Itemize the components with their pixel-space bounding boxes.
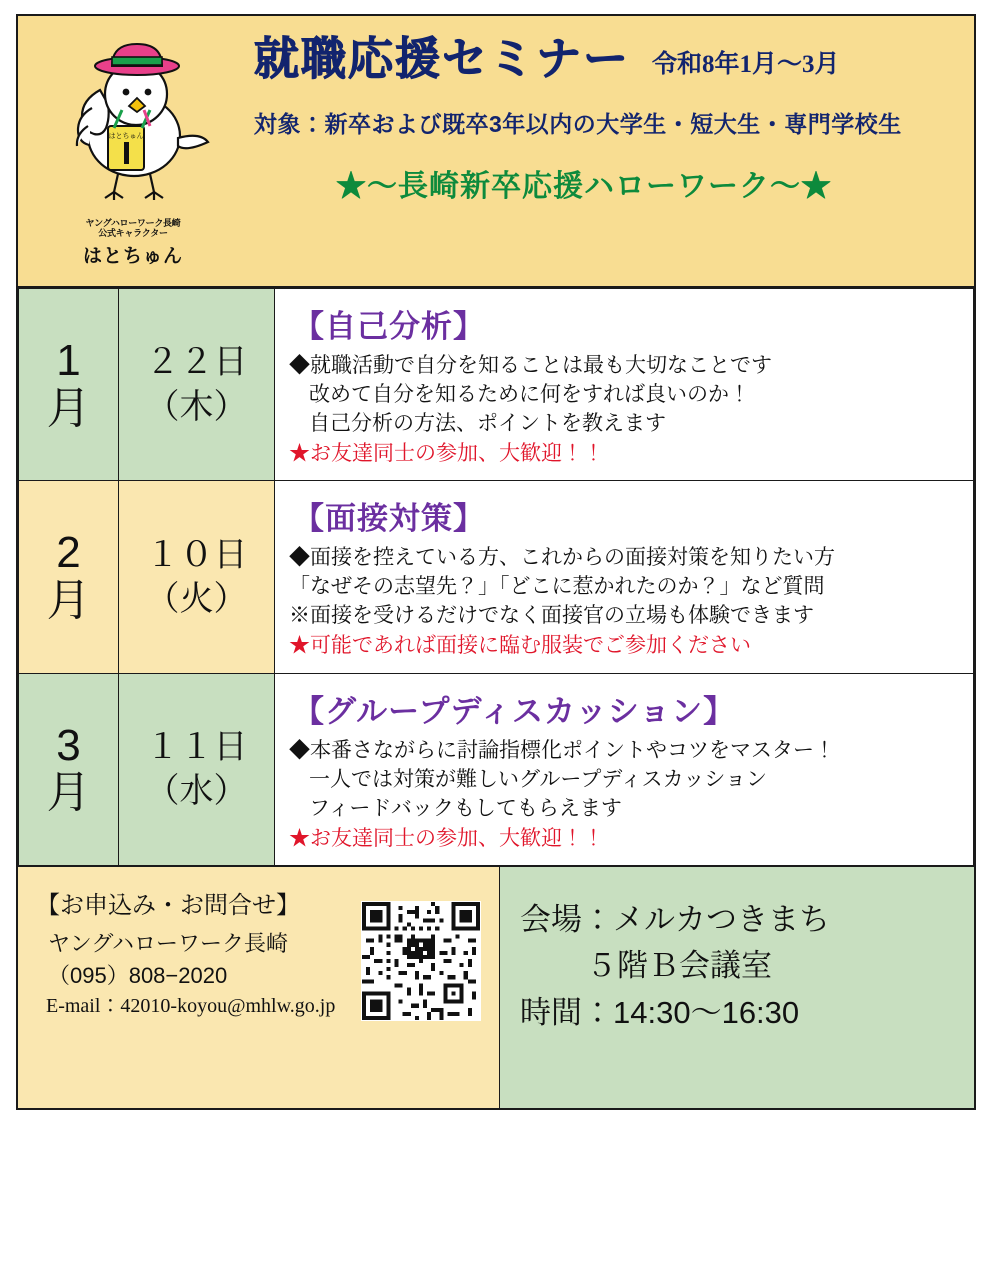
contact-phone: （095）808−2020 [48, 962, 228, 988]
day-weekday: （水） [145, 772, 248, 811]
seminar-title: 【グループディスカッション】 [293, 693, 736, 729]
table-row [19, 481, 974, 673]
row-detail-cell [275, 289, 974, 481]
contact-title: 【お申込み・お問合せ】 [36, 891, 300, 919]
month-unit: 月 [46, 383, 91, 433]
mascot-caption-line1: ヤングハローワーク長崎 [85, 218, 181, 228]
table-row [19, 289, 974, 481]
month-unit: 月 [46, 575, 91, 625]
seminar-note: ★可能であれば面接に臨む服装でご参加ください [289, 634, 751, 658]
row-month-cell [19, 673, 119, 865]
header-text-block [248, 16, 974, 286]
row-day-cell [119, 673, 275, 865]
seminar-note: ★お友達同士の参加、大歓迎！！ [289, 826, 604, 850]
row-detail-cell [275, 673, 974, 865]
seminar-title: 【自己分析】 [293, 309, 485, 344]
contact-email: E-mail：42010-koyou@mhlw.go.jp [46, 994, 336, 1017]
poster-header [18, 16, 974, 288]
venue-line-2: ５階Ｂ会議室 [586, 948, 772, 984]
table-row [19, 673, 974, 865]
page-title: 就職応援セミナー [254, 33, 631, 84]
qr-code-icon [362, 902, 480, 1020]
seminar-title: 【面接対策】 [293, 501, 485, 537]
day-number: ２２日 [145, 343, 248, 382]
time-line: 時間：14:30〜16:30 [520, 994, 800, 1030]
month-number: 1 [56, 336, 81, 386]
office-name-line: ★〜長崎新卒応援ハローワーク〜★ [336, 169, 832, 203]
day-weekday: （火） [145, 579, 248, 618]
row-month-cell [19, 289, 119, 481]
pigeon-mascot-icon [38, 30, 228, 220]
target-audience-line: 対象：新卒および既卒3年以内の大学生・短大生・専門学校生 [254, 110, 902, 137]
day-number: １１日 [145, 728, 248, 767]
seminar-desc-line: ◆就職活動で自分を知ることは最も大切なことです [289, 354, 772, 377]
contact-block [18, 866, 500, 1108]
row-month-cell [19, 481, 119, 673]
venue-block [500, 866, 974, 1108]
seminar-desc-line: 「なぜその志望先？」「どこに惹かれたのか？」など質問 [289, 575, 825, 599]
seminar-desc-line: ◆面接を控えている方、これからの面接対策を知りたい方 [289, 546, 835, 570]
poster-frame [16, 14, 976, 1110]
seminar-desc-line: フィードバックもしてもらえます [309, 796, 622, 820]
row-day-cell [119, 289, 275, 481]
venue-line-1: 会場：メルカつきまち [520, 901, 830, 937]
contact-organization: ヤングハローワーク長崎 [48, 930, 289, 956]
mascot-name: はとちゅん [82, 245, 183, 267]
month-number: 2 [56, 528, 81, 578]
title-row [254, 34, 954, 84]
seminar-desc-line: 自己分析の方法、ポイントを教えます [309, 411, 666, 435]
seminar-note: ★お友達同士の参加、大歓迎！！ [289, 441, 604, 465]
day-number: １０日 [145, 535, 248, 574]
seminar-desc-line: 一人では対策が難しいグループディスカッション [309, 767, 768, 791]
seminar-desc-line: 改めて自分を知るために何をすれば良いのか！ [309, 382, 750, 406]
mascot-caption [86, 218, 181, 239]
svg-text:はとちゅん: はとちゅん [108, 133, 144, 140]
mascot-bird-illustration [38, 30, 228, 220]
month-unit: 月 [46, 768, 91, 818]
poster-footer [18, 866, 974, 1108]
qr-code[interactable] [361, 901, 481, 1021]
seminar-desc-line: ◆本番さながらに討論指標化ポイントやコツをマスター！ [289, 738, 835, 762]
day-weekday: （木） [145, 387, 248, 426]
seminar-schedule-table [18, 288, 974, 866]
row-detail-cell [275, 481, 974, 673]
row-day-cell [119, 481, 275, 673]
mascot-block [18, 16, 248, 286]
seminar-desc-line: ※面接を受けるだけでなく面接官の立場も体験できます [289, 604, 814, 628]
period-label: 令和8年1月〜3月 [652, 50, 840, 78]
mascot-caption-line2: 公式キャラクター [98, 228, 168, 239]
contact-text [36, 885, 351, 1094]
month-number: 3 [56, 720, 81, 770]
